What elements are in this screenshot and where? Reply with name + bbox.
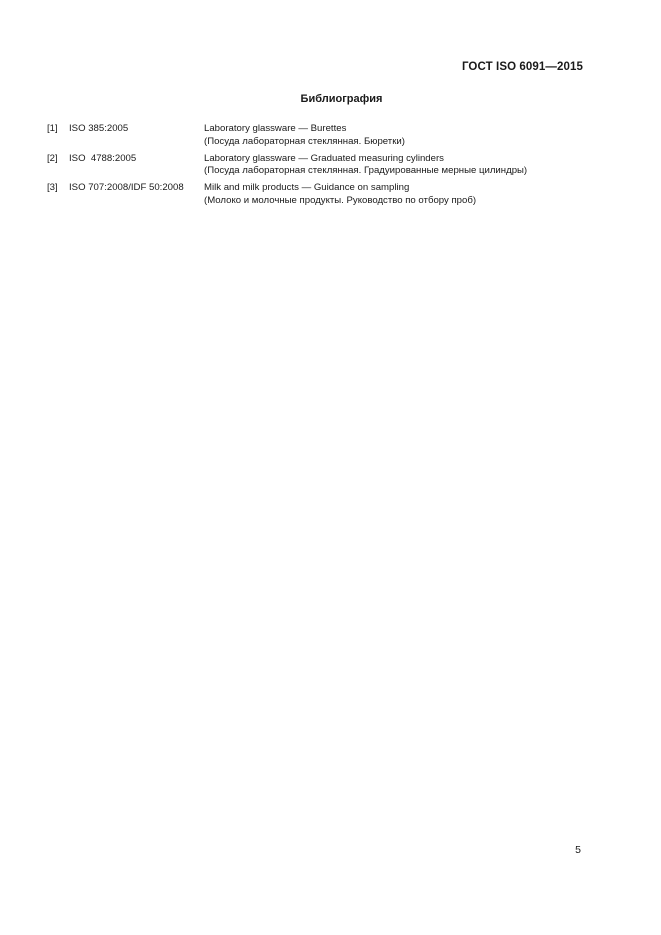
entry-title-ru: (Молоко и молочные продукты. Руководство по отбору проб) [204, 194, 477, 206]
bibliography-entry [47, 182, 607, 212]
entry-standard-code: ISO 707:2008/IDF 50:2008 [69, 182, 184, 193]
entry-description [204, 123, 405, 148]
entry-standard-code: ISO 4788:2005 [69, 152, 137, 164]
bibliography-entry [47, 123, 607, 153]
entry-standard-code: ISO 385:2005 [69, 123, 129, 134]
bibliography-entry [47, 153, 607, 183]
entry-number: [3] [47, 182, 58, 193]
entry-number: [2] [47, 152, 58, 164]
entry-title-en: Milk and milk products — Guidance on sampling [204, 182, 410, 193]
entry-description [204, 153, 527, 178]
entry-title-ru: (Посуда лабораторная стеклянная. Бюретки) [204, 135, 405, 147]
page-number: 5 [575, 844, 581, 856]
entry-title-en: Laboratory glassware — Graduated measuring cylinders [204, 152, 444, 164]
bibliography-list [47, 123, 607, 212]
entry-description [204, 182, 476, 207]
section-title: Библиография [300, 93, 383, 105]
entry-title-en: Laboratory glassware — Burettes [204, 123, 347, 134]
entry-number: [1] [47, 123, 58, 134]
document-id-header: ГОСТ ISO 6091—2015 [461, 61, 583, 73]
entry-title-ru: (Посуда лабораторная стеклянная. Градуированные мерные цилиндры) [204, 165, 528, 176]
